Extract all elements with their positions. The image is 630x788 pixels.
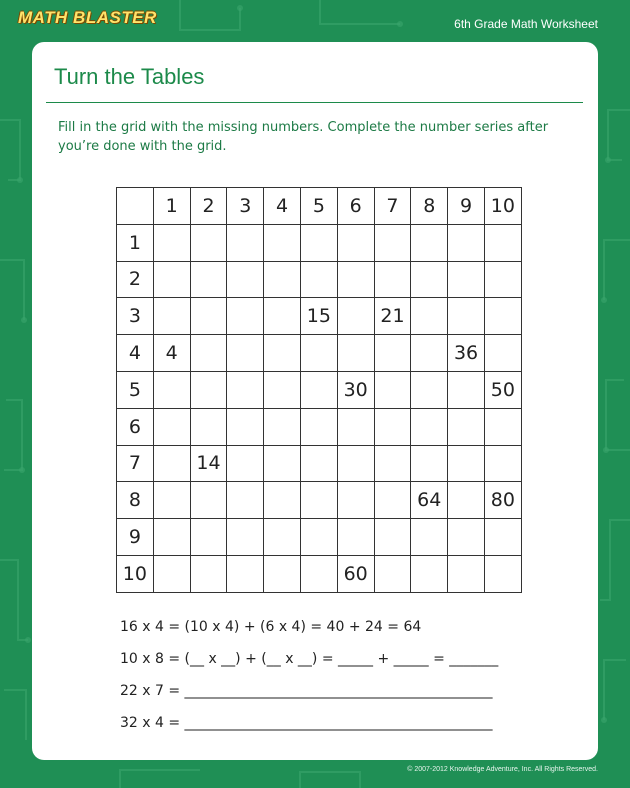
grid-row-header: 8 [117,482,154,519]
grid-cell [411,261,448,298]
grid-cell [300,408,337,445]
grid-corner-cell [117,188,154,225]
grid-cell [411,408,448,445]
grid-row [117,519,522,556]
grid-cell [264,482,301,519]
grid-cell: 64 [411,482,448,519]
grid-row-header: 6 [117,408,154,445]
grid-cell [153,555,190,592]
grid-row [117,335,522,372]
grid-cell [411,224,448,261]
grid-cell [448,224,485,261]
grid-cell [374,408,411,445]
grid-cell [264,298,301,335]
worksheet-paper [32,42,598,760]
grid-cell [337,408,374,445]
grid-cell: 80 [484,482,521,519]
grid-column-header: 2 [190,188,227,225]
grid-row-header: 1 [117,224,154,261]
grid-cell [153,519,190,556]
grid-cell [264,519,301,556]
grid-cell [153,371,190,408]
grid-cell [264,224,301,261]
grid-cell [153,445,190,482]
grid-cell [190,298,227,335]
grid-cell [374,261,411,298]
grid-row-header: 5 [117,371,154,408]
grid-cell [300,371,337,408]
grid-row [117,482,522,519]
grid-row [117,408,522,445]
grid-row-header: 9 [117,519,154,556]
grid-cell [448,408,485,445]
grid-cell [374,482,411,519]
grid-row [117,445,522,482]
title-divider [46,102,583,103]
grid-cell [264,445,301,482]
grid-cell [227,224,264,261]
grid-cell [337,224,374,261]
grid-row-header: 7 [117,445,154,482]
grid-column-header: 9 [448,188,485,225]
grid-column-header: 7 [374,188,411,225]
grid-cell [448,555,485,592]
grid-cell [374,445,411,482]
grid-cell [153,261,190,298]
grid-cell [227,371,264,408]
grid-cell [337,482,374,519]
grid-cell [300,555,337,592]
grid-row [117,371,522,408]
grid-column-header: 8 [411,188,448,225]
grid-cell: 30 [337,371,374,408]
grid-row-header: 10 [117,555,154,592]
grid-cell [411,519,448,556]
grid-cell [153,482,190,519]
grid-cell: 15 [300,298,337,335]
grid-cell [374,555,411,592]
math-blaster-logo: MATH BLASTER [18,8,157,27]
grid-cell [484,335,521,372]
grid-cell [337,445,374,482]
grid-cell [227,335,264,372]
grid-cell [227,408,264,445]
grid-cell [448,519,485,556]
equation-row-22x7: 22 x 7 = ____________________________________________ [120,683,493,699]
grid-cell [153,298,190,335]
grid-cell [484,519,521,556]
grid-column-header: 3 [227,188,264,225]
grid-cell: 14 [190,445,227,482]
grid-column-header: 1 [153,188,190,225]
grid-cell [448,298,485,335]
grid-cell [227,445,264,482]
grid-header-row [117,188,522,225]
grid-cell [337,298,374,335]
grid-cell [227,261,264,298]
grid-cell [484,408,521,445]
grid-cell [190,224,227,261]
grid-cell [300,224,337,261]
grid-cell [374,519,411,556]
grid-cell [190,555,227,592]
multiplication-grid [116,187,522,593]
grid-cell [264,371,301,408]
grid-cell [300,519,337,556]
grid-column-header: 5 [300,188,337,225]
grid-cell [190,482,227,519]
grid-cell [448,445,485,482]
grid-cell: 36 [448,335,485,372]
grid-cell [448,482,485,519]
example-equation: 16 x 4 = (10 x 4) + (6 x 4) = 40 + 24 = 64 [120,619,422,635]
grid-cell [264,555,301,592]
grid-cell: 60 [337,555,374,592]
grid-column-header: 4 [264,188,301,225]
grid-cell: 21 [374,298,411,335]
grid-cell [190,335,227,372]
grid-cell [484,298,521,335]
grid-cell [374,335,411,372]
grid-cell [264,335,301,372]
grid-cell [484,261,521,298]
grid-cell [411,335,448,372]
grid-cell: 4 [153,335,190,372]
grid-row [117,298,522,335]
grid-cell [227,298,264,335]
grid-row [117,555,522,592]
grid-cell [337,261,374,298]
grid-column-header: 10 [484,188,521,225]
grid-cell [153,224,190,261]
grid-body [117,224,522,592]
grid-row-header: 2 [117,261,154,298]
grid-cell [411,555,448,592]
grade-label: 6th Grade Math Worksheet [454,17,598,31]
grid-cell [411,445,448,482]
copyright-notice: © 2007-2012 Knowledge Adventure, Inc. All Rights Reserved. [407,766,598,773]
grid-row [117,261,522,298]
grid-cell [300,261,337,298]
grid-cell [337,335,374,372]
page-title: Turn the Tables [54,64,205,89]
grid-cell [153,408,190,445]
equation-row-32x4: 32 x 4 = ____________________________________________ [120,715,493,731]
grid-row-header: 4 [117,335,154,372]
grid-column-header: 6 [337,188,374,225]
grid-row [117,224,522,261]
instructions-text: Fill in the grid with the missing numbers. Complete the number series after you’re done with the grid. [58,120,549,154]
grid-cell [411,371,448,408]
grid-cell [300,445,337,482]
grid-cell [227,519,264,556]
grid-cell [300,482,337,519]
grid-cell [374,224,411,261]
grid-cell [227,482,264,519]
equation-row-10x8: 10 x 8 = (__ x __) + (__ x __) = _____ + _____ = _______ [120,651,499,667]
grid-cell [300,335,337,372]
grid-cell [190,371,227,408]
grid-cell [227,555,264,592]
grid-cell [411,298,448,335]
grid-cell: 50 [484,371,521,408]
grid-cell [190,408,227,445]
grid-cell [448,371,485,408]
grid-row-header: 3 [117,298,154,335]
grid-cell [448,261,485,298]
grid-cell [190,261,227,298]
grid-cell [337,519,374,556]
grid-cell [484,555,521,592]
grid-cell [484,224,521,261]
grid-cell [264,261,301,298]
grid-cell [374,371,411,408]
grid-cell [190,519,227,556]
grid-cell [264,408,301,445]
grid-cell [484,445,521,482]
